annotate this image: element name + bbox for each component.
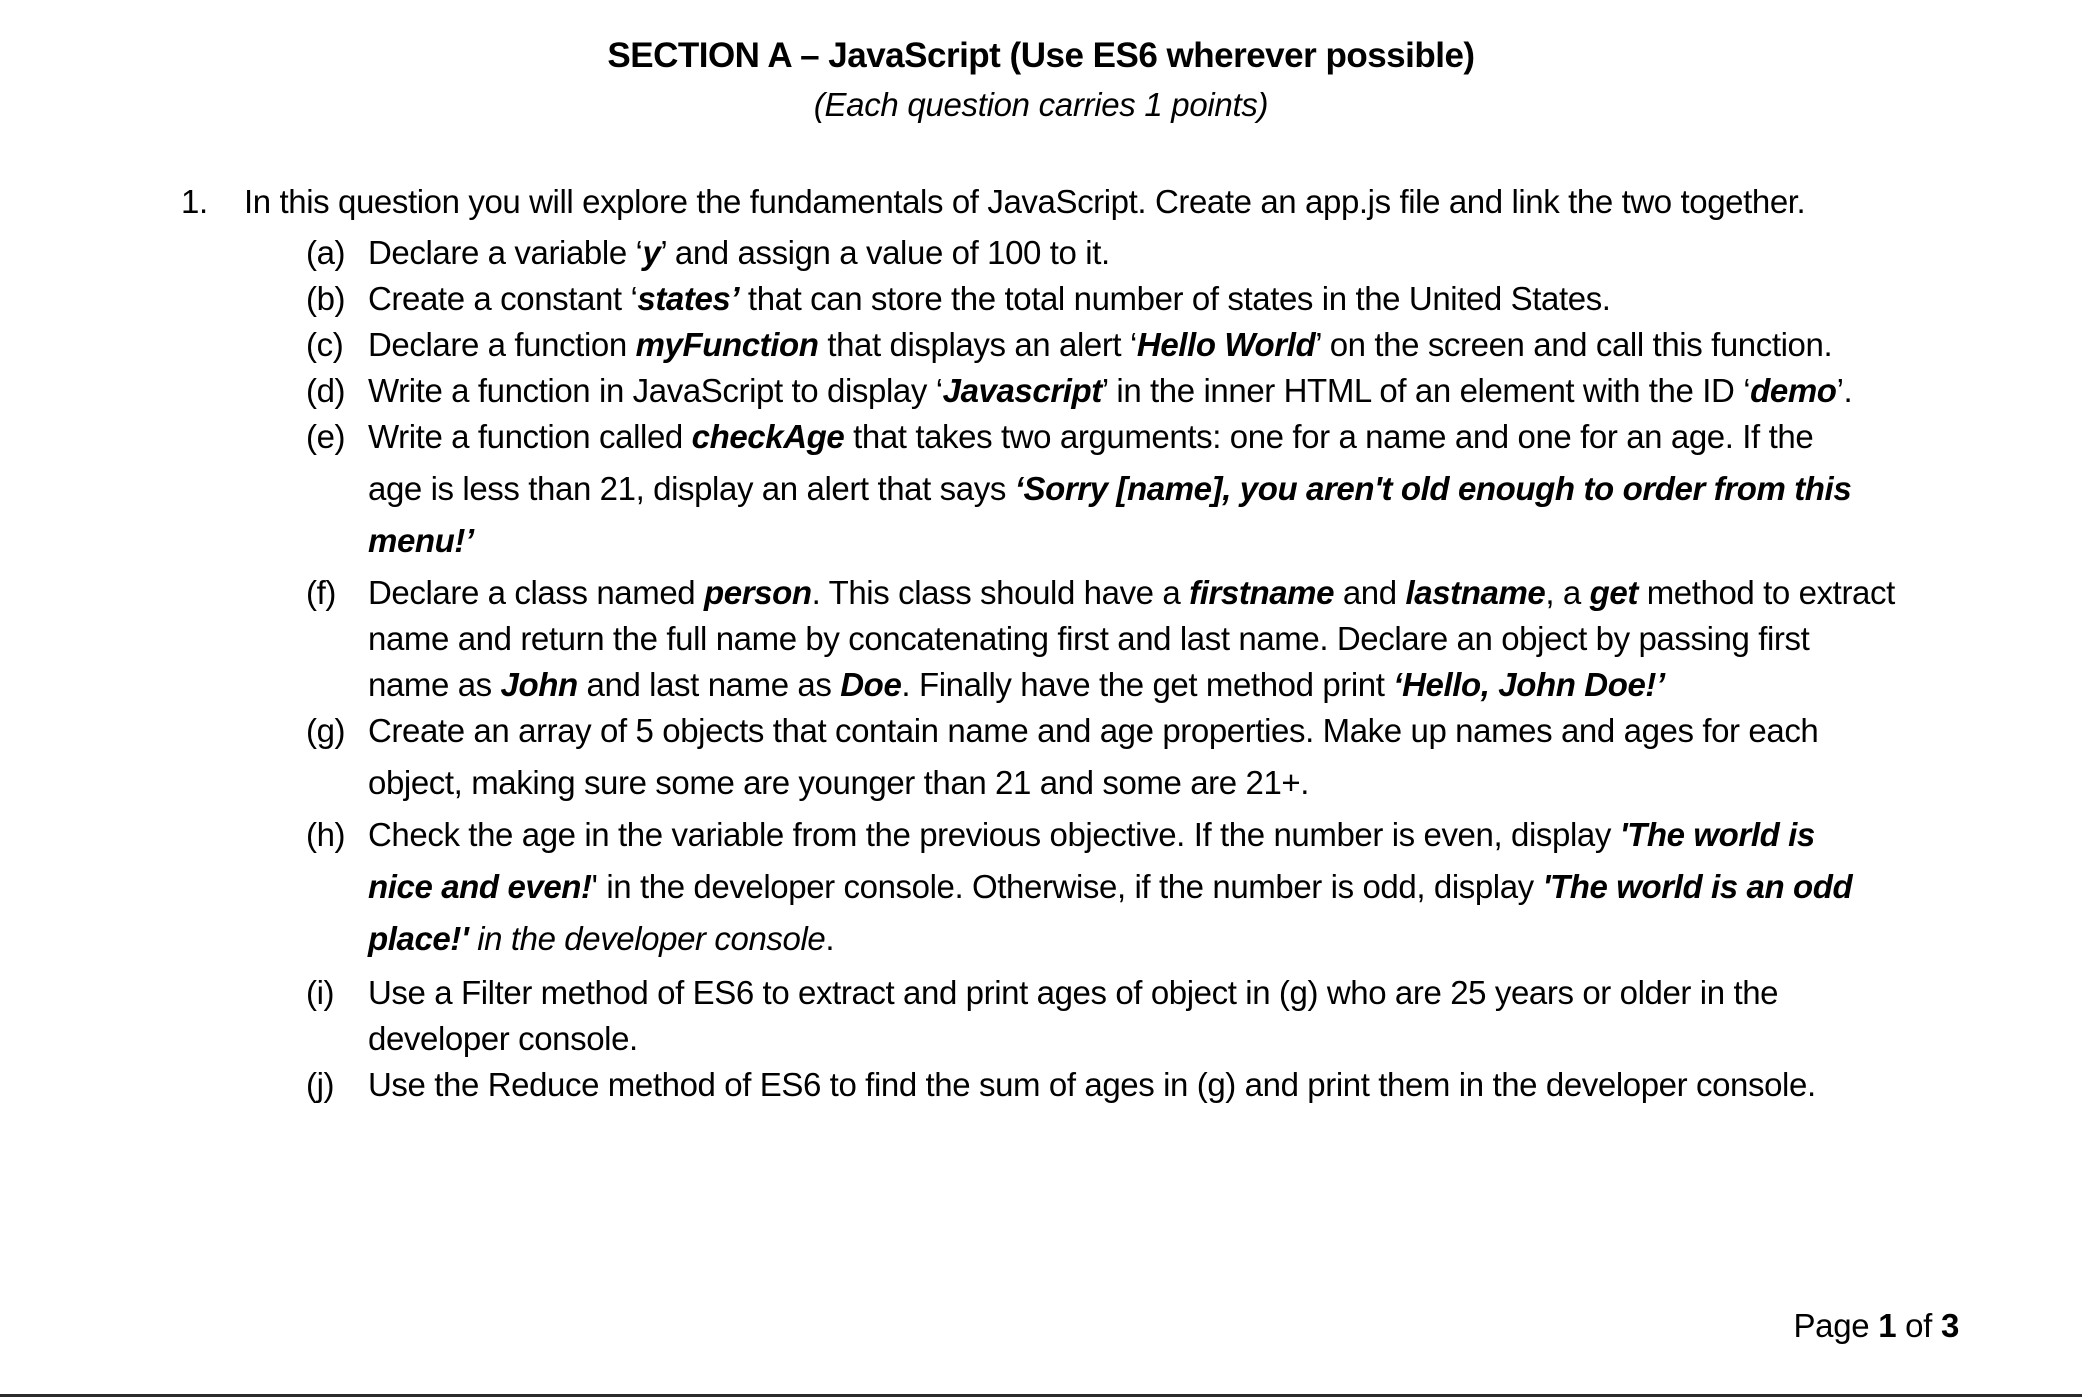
item-label-b: (b) bbox=[306, 280, 346, 317]
item-f-l1-text-4: , a bbox=[1545, 574, 1590, 611]
item-d-text-1: Write a function in JavaScript to display ‘ bbox=[368, 372, 943, 409]
item-c-text-3: ’ on the screen and call this function. bbox=[1315, 326, 1833, 363]
item-f-l3-emphasis-2: Doe bbox=[840, 666, 902, 703]
item-f-l3-text-1: name as bbox=[368, 666, 501, 703]
item-text-f-line-2: name and return the full name by concatenating first and last name. Declare an object by passing first bbox=[368, 620, 1810, 657]
page-number bbox=[1793, 1306, 1959, 1346]
item-f-l3-text-3: . Finally have the get method print bbox=[901, 666, 1394, 703]
item-label-e: (e) bbox=[306, 418, 346, 455]
item-label-h: (h) bbox=[306, 816, 346, 853]
item-label-a: (a) bbox=[306, 234, 346, 271]
item-f-l1-text-3: and bbox=[1334, 574, 1406, 611]
item-text-h-line-2 bbox=[368, 867, 1852, 907]
item-text-g-line-1: Create an array of 5 objects that contain name and age properties. Make up names and ages for each bbox=[368, 712, 1819, 749]
item-h-l3-text-1: . bbox=[825, 920, 835, 957]
item-f-l3-text-2: and last name as bbox=[577, 666, 841, 703]
item-text-f-line-3 bbox=[368, 665, 1665, 705]
item-f-l1-emphasis-2: firstname bbox=[1189, 574, 1335, 611]
item-label-c: (c) bbox=[306, 326, 344, 363]
item-a-text-1: Declare a variable ‘ bbox=[368, 234, 643, 271]
item-c-emphasis-1: myFunction bbox=[635, 326, 819, 363]
item-h-l3-italic-1: in the developer console bbox=[468, 920, 826, 957]
item-f-l1-text-2: . This class should have a bbox=[811, 574, 1190, 611]
item-text-c bbox=[368, 325, 1832, 365]
item-text-i-line-2: developer console. bbox=[368, 1020, 638, 1057]
item-text-b bbox=[368, 279, 1611, 319]
section-subtitle: (Each question carries 1 points) bbox=[813, 86, 1269, 123]
item-f-l1-text-1: Declare a class named bbox=[368, 574, 705, 611]
item-c-emphasis-2: Hello World bbox=[1136, 326, 1316, 363]
section-title: SECTION A – JavaScript (Use ES6 wherever possible) bbox=[607, 36, 1475, 75]
item-d-text-2: ’ in the inner HTML of an element with the ID ‘ bbox=[1101, 372, 1751, 409]
item-text-g-line-2: object, making sure some are younger than 21 and some are 21+. bbox=[368, 764, 1310, 801]
item-b-emphasis-1: states’ bbox=[637, 280, 740, 317]
item-d-text-3: ’. bbox=[1836, 372, 1853, 409]
item-e-l1-emphasis-1: checkAge bbox=[691, 418, 845, 455]
item-b-text-1: Create a constant ‘ bbox=[368, 280, 638, 317]
item-f-l3-emphasis-3: ‘Hello, John Doe!’ bbox=[1393, 666, 1665, 703]
item-e-l2-emphasis-1: ‘Sorry [name], you aren't old enough to order from this bbox=[1014, 470, 1852, 507]
item-text-h-line-1 bbox=[368, 815, 1815, 855]
item-f-l1-emphasis-3: lastname bbox=[1405, 574, 1546, 611]
item-text-f-line-1 bbox=[368, 573, 1895, 613]
page-word: Page bbox=[1793, 1307, 1879, 1344]
item-e-l2-text-1: age is less than 21, display an alert that says bbox=[368, 470, 1015, 507]
item-label-g: (g) bbox=[306, 712, 346, 749]
item-a-emphasis-1: y bbox=[642, 234, 661, 271]
item-e-l1-text-2: that takes two arguments: one for a name and one for an age. If the bbox=[844, 418, 1814, 455]
item-text-i-line-1: Use a Filter method of ES6 to extract and print ages of object in (g) who are 25 years or older in the bbox=[368, 974, 1779, 1011]
item-e-l3-emphasis-1: menu!’ bbox=[368, 522, 474, 559]
item-f-l3-emphasis-1: John bbox=[500, 666, 578, 703]
item-h-l2-emphasis-2: 'The world is an odd bbox=[1542, 868, 1853, 905]
item-h-l2-emphasis-1: nice and even! bbox=[368, 868, 592, 905]
item-text-j-line-1: Use the Reduce method of ES6 to find the sum of ages in (g) and print them in the developer console. bbox=[368, 1066, 1816, 1103]
page-of-word: of bbox=[1896, 1307, 1941, 1344]
page-current: 1 bbox=[1878, 1307, 1897, 1344]
item-text-e-line-3 bbox=[368, 521, 474, 561]
question-intro: In this question you will explore the fundamentals of JavaScript. Create an app.js file and link the two together. bbox=[244, 183, 1806, 220]
item-label-j: (j) bbox=[306, 1066, 335, 1103]
item-d-emphasis-2: demo bbox=[1750, 372, 1837, 409]
item-text-e-line-2 bbox=[368, 469, 1851, 509]
item-h-l2-text-1: ' in the developer console. Otherwise, if the number is odd, display bbox=[591, 868, 1543, 905]
item-c-text-1: Declare a function bbox=[368, 326, 636, 363]
item-h-l3-emphasis-1: place!' bbox=[368, 920, 469, 957]
page-total: 3 bbox=[1940, 1307, 1959, 1344]
item-text-d bbox=[368, 371, 1852, 411]
item-label-i: (i) bbox=[306, 974, 335, 1011]
item-text-e-line-1 bbox=[368, 417, 1813, 457]
item-d-emphasis-1: Javascript bbox=[942, 372, 1102, 409]
item-c-text-2: that displays an alert ‘ bbox=[818, 326, 1137, 363]
item-text-a bbox=[368, 233, 1110, 273]
item-text-h-line-3 bbox=[368, 919, 834, 959]
item-b-text-2: that can store the total number of states in the United States. bbox=[739, 280, 1611, 317]
item-f-l1-emphasis-1: person bbox=[704, 574, 812, 611]
question-number: 1. bbox=[181, 183, 208, 220]
item-f-l1-text-5: method to extract bbox=[1637, 574, 1895, 611]
item-label-d: (d) bbox=[306, 372, 346, 409]
item-label-f: (f) bbox=[306, 574, 336, 611]
item-h-l1-emphasis-1: 'The world is bbox=[1619, 816, 1815, 853]
item-e-l1-text-1: Write a function called bbox=[368, 418, 692, 455]
item-a-text-2: ’ and assign a value of 100 to it. bbox=[660, 234, 1110, 271]
item-h-l1-text-1: Check the age in the variable from the previous objective. If the number is even, display bbox=[368, 816, 1620, 853]
item-f-l1-emphasis-4: get bbox=[1589, 574, 1638, 611]
